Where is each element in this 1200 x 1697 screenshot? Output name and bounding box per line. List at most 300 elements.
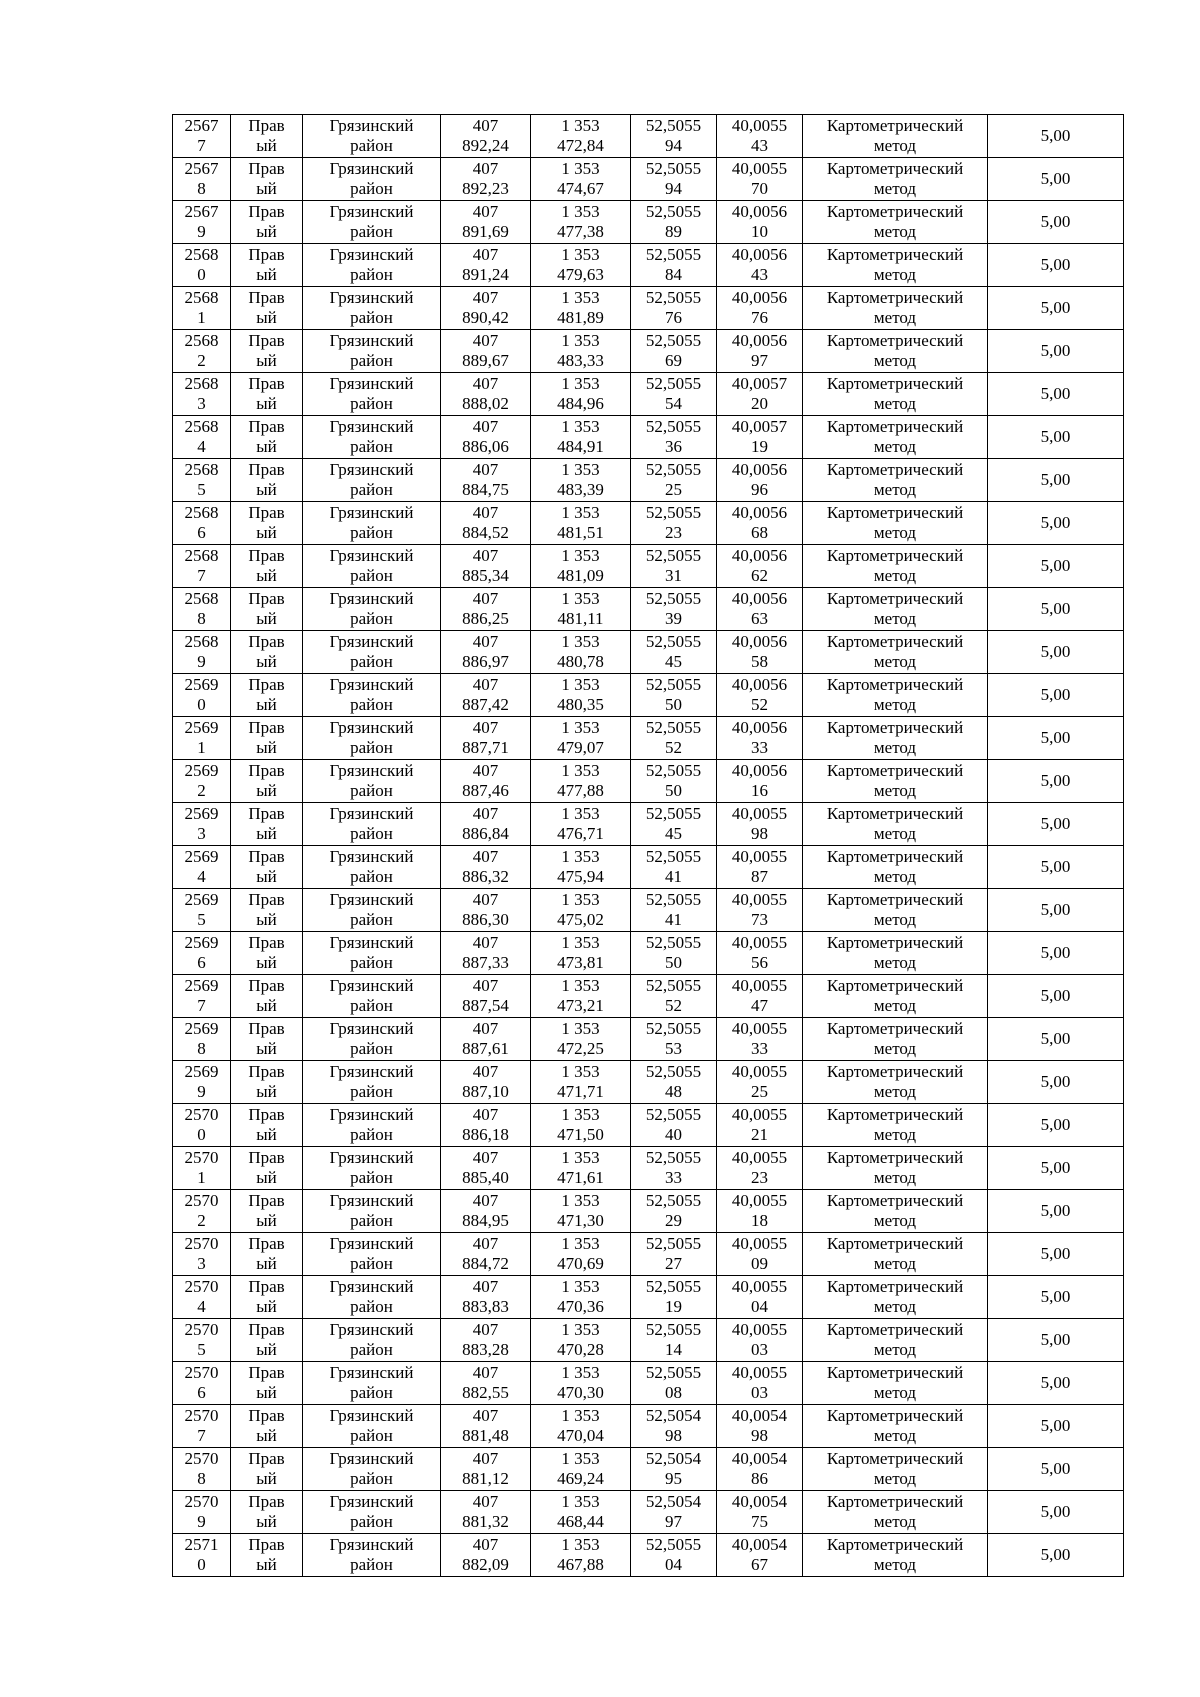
latitude-cell <box>631 1190 717 1233</box>
cell-line: район <box>350 652 393 671</box>
cell-line: 40,0055 <box>731 804 788 823</box>
cell-line: 52,5055 <box>645 1148 702 1167</box>
side-cell <box>231 1018 303 1061</box>
x-coordinate-cell <box>441 803 531 846</box>
method-cell <box>803 1061 988 1104</box>
side-cell <box>231 1276 303 1319</box>
longitude-cell <box>717 1491 803 1534</box>
point-number-cell <box>173 760 231 803</box>
cell-line: 67 <box>751 1555 768 1574</box>
point-number-cell <box>173 803 231 846</box>
cell-line: Грязинский <box>329 1234 414 1253</box>
cell-line: 97 <box>665 1512 682 1531</box>
cell-line: 407 <box>472 675 499 694</box>
cell-line: Картометрический <box>826 847 964 866</box>
table-row <box>173 416 1124 459</box>
longitude-cell <box>717 287 803 330</box>
cell-line: 407 <box>472 331 499 350</box>
cell-line: 40,0054 <box>731 1449 788 1468</box>
cell-line: 471,71 <box>557 1082 604 1101</box>
point-number-cell <box>173 416 231 459</box>
cell-line: район <box>350 1297 393 1316</box>
cell-line: ый <box>256 351 277 370</box>
cell-line: 407 <box>472 589 499 608</box>
cell-line: 889,67 <box>462 351 509 370</box>
point-number-cell <box>173 932 231 975</box>
cell-line: район <box>350 136 393 155</box>
x-coordinate-cell <box>441 158 531 201</box>
cell-line: метод <box>873 222 917 241</box>
accuracy-cell: 5,00 <box>988 760 1124 803</box>
cell-line: 407 <box>472 718 499 737</box>
cell-line: Грязинский <box>329 159 414 178</box>
cell-line: 470,69 <box>557 1254 604 1273</box>
cell-line: 54 <box>665 394 682 413</box>
cell-line: 40,0055 <box>731 1062 788 1081</box>
point-number-cell <box>173 158 231 201</box>
point-number-cell <box>173 287 231 330</box>
cell-line: Картометрический <box>826 1105 964 1124</box>
cell-line: 08 <box>665 1383 682 1402</box>
cell-line: 53 <box>665 1039 682 1058</box>
method-cell <box>803 674 988 717</box>
cell-line: 40 <box>665 1125 682 1144</box>
cell-line: ый <box>256 1082 277 1101</box>
cell-line: Грязинский <box>329 1148 414 1167</box>
cell-line: 40,0055 <box>731 1320 788 1339</box>
side-cell <box>231 1319 303 1362</box>
cell-line: 40,0056 <box>731 675 788 694</box>
cell-line: 887,71 <box>462 738 509 757</box>
side-cell <box>231 1448 303 1491</box>
cell-line: 407 <box>472 847 499 866</box>
accuracy-cell: 5,00 <box>988 1319 1124 1362</box>
longitude-cell <box>717 1018 803 1061</box>
table-row <box>173 201 1124 244</box>
point-number-cell <box>173 459 231 502</box>
cell-line: метод <box>873 1254 917 1273</box>
cell-line: Прав <box>248 417 285 436</box>
x-coordinate-cell <box>441 1319 531 1362</box>
latitude-cell <box>631 975 717 1018</box>
method-cell <box>803 1405 988 1448</box>
cell-line: 407 <box>472 245 499 264</box>
cell-line: 1 353 <box>561 847 600 866</box>
cell-line: ый <box>256 1512 277 1531</box>
cell-line: 40,0055 <box>731 1105 788 1124</box>
point-number-cell <box>173 889 231 932</box>
cell-line: район <box>350 609 393 628</box>
cell-line: 6 <box>197 953 206 972</box>
cell-line: ый <box>256 222 277 241</box>
cell-line: Прав <box>248 976 285 995</box>
cell-line: 40,0055 <box>731 976 788 995</box>
cell-line: Картометрический <box>826 417 964 436</box>
cell-line: 8 <box>197 1469 206 1488</box>
latitude-cell <box>631 201 717 244</box>
district-cell <box>303 1147 441 1190</box>
accuracy-cell: 5,00 <box>988 459 1124 502</box>
cell-line: 2569 <box>184 890 219 909</box>
cell-line: метод <box>873 394 917 413</box>
cell-line: район <box>350 1125 393 1144</box>
x-coordinate-cell <box>441 846 531 889</box>
cell-line: Грязинский <box>329 1062 414 1081</box>
side-cell <box>231 502 303 545</box>
district-cell <box>303 545 441 588</box>
x-coordinate-cell <box>441 330 531 373</box>
cell-line: 98 <box>751 1426 768 1445</box>
cell-line: Прав <box>248 675 285 694</box>
table-row <box>173 502 1124 545</box>
cell-line: район <box>350 566 393 585</box>
cell-line: 476,71 <box>557 824 604 843</box>
district-cell <box>303 1018 441 1061</box>
cell-line: Прав <box>248 1191 285 1210</box>
cell-line: Картометрический <box>826 245 964 264</box>
cell-line: 885,40 <box>462 1168 509 1187</box>
cell-line: ый <box>256 179 277 198</box>
cell-line: 2568 <box>184 546 219 565</box>
cell-line: Прав <box>248 116 285 135</box>
cell-line: Прав <box>248 331 285 350</box>
cell-line: метод <box>873 652 917 671</box>
cell-line: 4 <box>197 867 206 886</box>
cell-line: 1 353 <box>561 1277 600 1296</box>
cell-line: 8 <box>197 1039 206 1058</box>
table-row <box>173 674 1124 717</box>
cell-line: 40,0056 <box>731 503 788 522</box>
table-row <box>173 760 1124 803</box>
cell-line: 2567 <box>184 159 219 178</box>
cell-line: 40,0055 <box>731 847 788 866</box>
longitude-cell <box>717 1362 803 1405</box>
cell-line: 2570 <box>184 1277 219 1296</box>
cell-line: Грязинский <box>329 288 414 307</box>
cell-line: 407 <box>472 1277 499 1296</box>
cell-line: 19 <box>751 437 768 456</box>
cell-line: 2569 <box>184 933 219 952</box>
cell-line: Картометрический <box>826 933 964 952</box>
longitude-cell <box>717 1405 803 1448</box>
cell-line: метод <box>873 1039 917 1058</box>
point-number-cell <box>173 1147 231 1190</box>
cell-line: 23 <box>665 523 682 542</box>
cell-line: 484,96 <box>557 394 604 413</box>
cell-line: 2569 <box>184 976 219 995</box>
cell-line: 52,5055 <box>645 1320 702 1339</box>
cell-line: ый <box>256 910 277 929</box>
accuracy-cell: 5,00 <box>988 932 1124 975</box>
cell-line: метод <box>873 1426 917 1445</box>
cell-line: Прав <box>248 1277 285 1296</box>
point-number-cell <box>173 244 231 287</box>
cell-line: 52,5054 <box>645 1492 702 1511</box>
cell-line: 70 <box>751 179 768 198</box>
cell-line: 5 <box>197 480 206 499</box>
y-coordinate-cell <box>531 932 631 975</box>
cell-line: 882,09 <box>462 1555 509 1574</box>
side-cell <box>231 1190 303 1233</box>
y-coordinate-cell <box>531 459 631 502</box>
cell-line: 479,07 <box>557 738 604 757</box>
cell-line: Прав <box>248 374 285 393</box>
point-number-cell <box>173 115 231 158</box>
cell-line: 52,5055 <box>645 718 702 737</box>
accuracy-cell: 5,00 <box>988 158 1124 201</box>
cell-line: 2568 <box>184 503 219 522</box>
cell-line: 40,0056 <box>731 331 788 350</box>
cell-line: 407 <box>472 804 499 823</box>
cell-line: 2568 <box>184 288 219 307</box>
cell-line: Грязинский <box>329 761 414 780</box>
x-coordinate-cell <box>441 1534 531 1577</box>
latitude-cell <box>631 760 717 803</box>
y-coordinate-cell <box>531 846 631 889</box>
accuracy-cell: 5,00 <box>988 1233 1124 1276</box>
cell-line: 6 <box>197 523 206 542</box>
cell-line: 52 <box>751 695 768 714</box>
cell-line: 52,5055 <box>645 503 702 522</box>
point-number-cell <box>173 975 231 1018</box>
cell-line: 470,30 <box>557 1383 604 1402</box>
cell-line: 52,5054 <box>645 1449 702 1468</box>
cell-line: Грязинский <box>329 374 414 393</box>
cell-line: 1 353 <box>561 460 600 479</box>
cell-line: 1 353 <box>561 1363 600 1382</box>
x-coordinate-cell <box>441 1190 531 1233</box>
point-number-cell <box>173 1448 231 1491</box>
cell-line: 52,5055 <box>645 116 702 135</box>
cell-line: 41 <box>665 867 682 886</box>
district-cell <box>303 1448 441 1491</box>
cell-line: 469,24 <box>557 1469 604 1488</box>
table-row <box>173 1319 1124 1362</box>
cell-line: район <box>350 738 393 757</box>
cell-line: 40,0055 <box>731 1019 788 1038</box>
cell-line: 40,0055 <box>731 933 788 952</box>
cell-line: район <box>350 179 393 198</box>
cell-line: 1 353 <box>561 1535 600 1554</box>
cell-line: 04 <box>665 1555 682 1574</box>
cell-line: 407 <box>472 1406 499 1425</box>
cell-line: 40,0056 <box>731 632 788 651</box>
cell-line: Прав <box>248 890 285 909</box>
cell-line: Грязинский <box>329 890 414 909</box>
longitude-cell <box>717 1276 803 1319</box>
cell-line: 50 <box>665 695 682 714</box>
y-coordinate-cell <box>531 1362 631 1405</box>
cell-line: 52,5055 <box>645 202 702 221</box>
cell-line: 50 <box>665 781 682 800</box>
cell-line: 95 <box>665 1469 682 1488</box>
cell-line: 27 <box>665 1254 682 1273</box>
method-cell <box>803 1233 988 1276</box>
cell-line: Картометрический <box>826 1277 964 1296</box>
cell-line: Картометрический <box>826 718 964 737</box>
method-cell <box>803 760 988 803</box>
cell-line: 881,12 <box>462 1469 509 1488</box>
cell-line: Грязинский <box>329 546 414 565</box>
cell-line: Картометрический <box>826 890 964 909</box>
accuracy-cell: 5,00 <box>988 373 1124 416</box>
cell-line: 886,18 <box>462 1125 509 1144</box>
cell-line: Картометрический <box>826 1019 964 1038</box>
cell-line: 887,42 <box>462 695 509 714</box>
cell-line: 40,0054 <box>731 1406 788 1425</box>
cell-line: метод <box>873 781 917 800</box>
district-cell <box>303 717 441 760</box>
cell-line: 2569 <box>184 675 219 694</box>
cell-line: 6 <box>197 1383 206 1402</box>
cell-line: 883,28 <box>462 1340 509 1359</box>
cell-line: ый <box>256 609 277 628</box>
cell-line: метод <box>873 695 917 714</box>
cell-line: 407 <box>472 890 499 909</box>
cell-line: 39 <box>665 609 682 628</box>
cell-line: метод <box>873 738 917 757</box>
cell-line: 481,09 <box>557 566 604 585</box>
x-coordinate-cell <box>441 1276 531 1319</box>
cell-line: 14 <box>665 1340 682 1359</box>
accuracy-cell: 5,00 <box>988 416 1124 459</box>
cell-line: 470,28 <box>557 1340 604 1359</box>
cell-line: Картометрический <box>826 1062 964 1081</box>
district-cell <box>303 158 441 201</box>
cell-line: Прав <box>248 1320 285 1339</box>
cell-line: 483,33 <box>557 351 604 370</box>
cell-line: 407 <box>472 1148 499 1167</box>
cell-line: Картометрический <box>826 331 964 350</box>
accuracy-cell: 5,00 <box>988 588 1124 631</box>
cell-line: 16 <box>751 781 768 800</box>
cell-line: Прав <box>248 761 285 780</box>
side-cell <box>231 545 303 588</box>
cell-line: 9 <box>197 652 206 671</box>
cell-line: 45 <box>665 652 682 671</box>
district-cell <box>303 1104 441 1147</box>
accuracy-cell: 5,00 <box>988 889 1124 932</box>
cell-line: Грязинский <box>329 331 414 350</box>
table-row <box>173 889 1124 932</box>
cell-line: Картометрический <box>826 1234 964 1253</box>
cell-line: ый <box>256 1254 277 1273</box>
latitude-cell <box>631 1319 717 1362</box>
district-cell <box>303 975 441 1018</box>
cell-line: 25 <box>665 480 682 499</box>
cell-line: 483,39 <box>557 480 604 499</box>
cell-line: 1 353 <box>561 1019 600 1038</box>
x-coordinate-cell <box>441 760 531 803</box>
cell-line: 2568 <box>184 245 219 264</box>
cell-line: 1 <box>197 1168 206 1187</box>
cell-line: 7 <box>197 1426 206 1445</box>
side-cell <box>231 287 303 330</box>
longitude-cell <box>717 803 803 846</box>
cell-line: Картометрический <box>826 1363 964 1382</box>
cell-line: Грязинский <box>329 417 414 436</box>
y-coordinate-cell <box>531 631 631 674</box>
cell-line: метод <box>873 308 917 327</box>
cell-line: 471,50 <box>557 1125 604 1144</box>
cell-line: Грязинский <box>329 589 414 608</box>
cell-line: 40,0055 <box>731 159 788 178</box>
table-row <box>173 588 1124 631</box>
cell-line: 1 353 <box>561 331 600 350</box>
accuracy-cell: 5,00 <box>988 502 1124 545</box>
method-cell <box>803 244 988 287</box>
cell-line: метод <box>873 609 917 628</box>
cell-line: 40,0055 <box>731 1363 788 1382</box>
cell-line: Прав <box>248 933 285 952</box>
district-cell <box>303 631 441 674</box>
cell-line: 7 <box>197 136 206 155</box>
cell-line: 40,0056 <box>731 288 788 307</box>
cell-line: 58 <box>751 652 768 671</box>
cell-line: 52,5055 <box>645 546 702 565</box>
side-cell <box>231 1362 303 1405</box>
x-coordinate-cell <box>441 502 531 545</box>
cell-line: 1 353 <box>561 976 600 995</box>
cell-line: метод <box>873 867 917 886</box>
cell-line: 886,30 <box>462 910 509 929</box>
cell-line: ый <box>256 781 277 800</box>
cell-line: 40,0054 <box>731 1535 788 1554</box>
latitude-cell <box>631 846 717 889</box>
cell-line: 2568 <box>184 331 219 350</box>
cell-line: 52,5055 <box>645 1062 702 1081</box>
cell-line: 31 <box>665 566 682 585</box>
district-cell <box>303 1061 441 1104</box>
cell-line: 886,25 <box>462 609 509 628</box>
cell-line: 2568 <box>184 632 219 651</box>
cell-line: 407 <box>472 1019 499 1038</box>
cell-line: 40,0056 <box>731 460 788 479</box>
x-coordinate-cell <box>441 1448 531 1491</box>
cell-line: 884,95 <box>462 1211 509 1230</box>
cell-line: район <box>350 1211 393 1230</box>
cell-line: 52,5055 <box>645 847 702 866</box>
longitude-cell <box>717 330 803 373</box>
x-coordinate-cell <box>441 201 531 244</box>
cell-line: 2569 <box>184 847 219 866</box>
cell-line: 4 <box>197 437 206 456</box>
point-number-cell <box>173 1233 231 1276</box>
y-coordinate-cell <box>531 717 631 760</box>
method-cell <box>803 158 988 201</box>
side-cell <box>231 1061 303 1104</box>
cell-line: район <box>350 351 393 370</box>
cell-line: ый <box>256 1426 277 1445</box>
district-cell <box>303 1491 441 1534</box>
x-coordinate-cell <box>441 459 531 502</box>
cell-line: 21 <box>751 1125 768 1144</box>
cell-line: ый <box>256 480 277 499</box>
x-coordinate-cell <box>441 287 531 330</box>
y-coordinate-cell <box>531 158 631 201</box>
cell-line: 25 <box>751 1082 768 1101</box>
cell-line: Картометрический <box>826 1406 964 1425</box>
cell-line: Грязинский <box>329 116 414 135</box>
table-body <box>173 115 1124 1577</box>
cell-line: 1 353 <box>561 933 600 952</box>
longitude-cell <box>717 545 803 588</box>
point-number-cell <box>173 502 231 545</box>
cell-line: 892,24 <box>462 136 509 155</box>
cell-line: 471,61 <box>557 1168 604 1187</box>
side-cell <box>231 330 303 373</box>
cell-line: 891,24 <box>462 265 509 284</box>
